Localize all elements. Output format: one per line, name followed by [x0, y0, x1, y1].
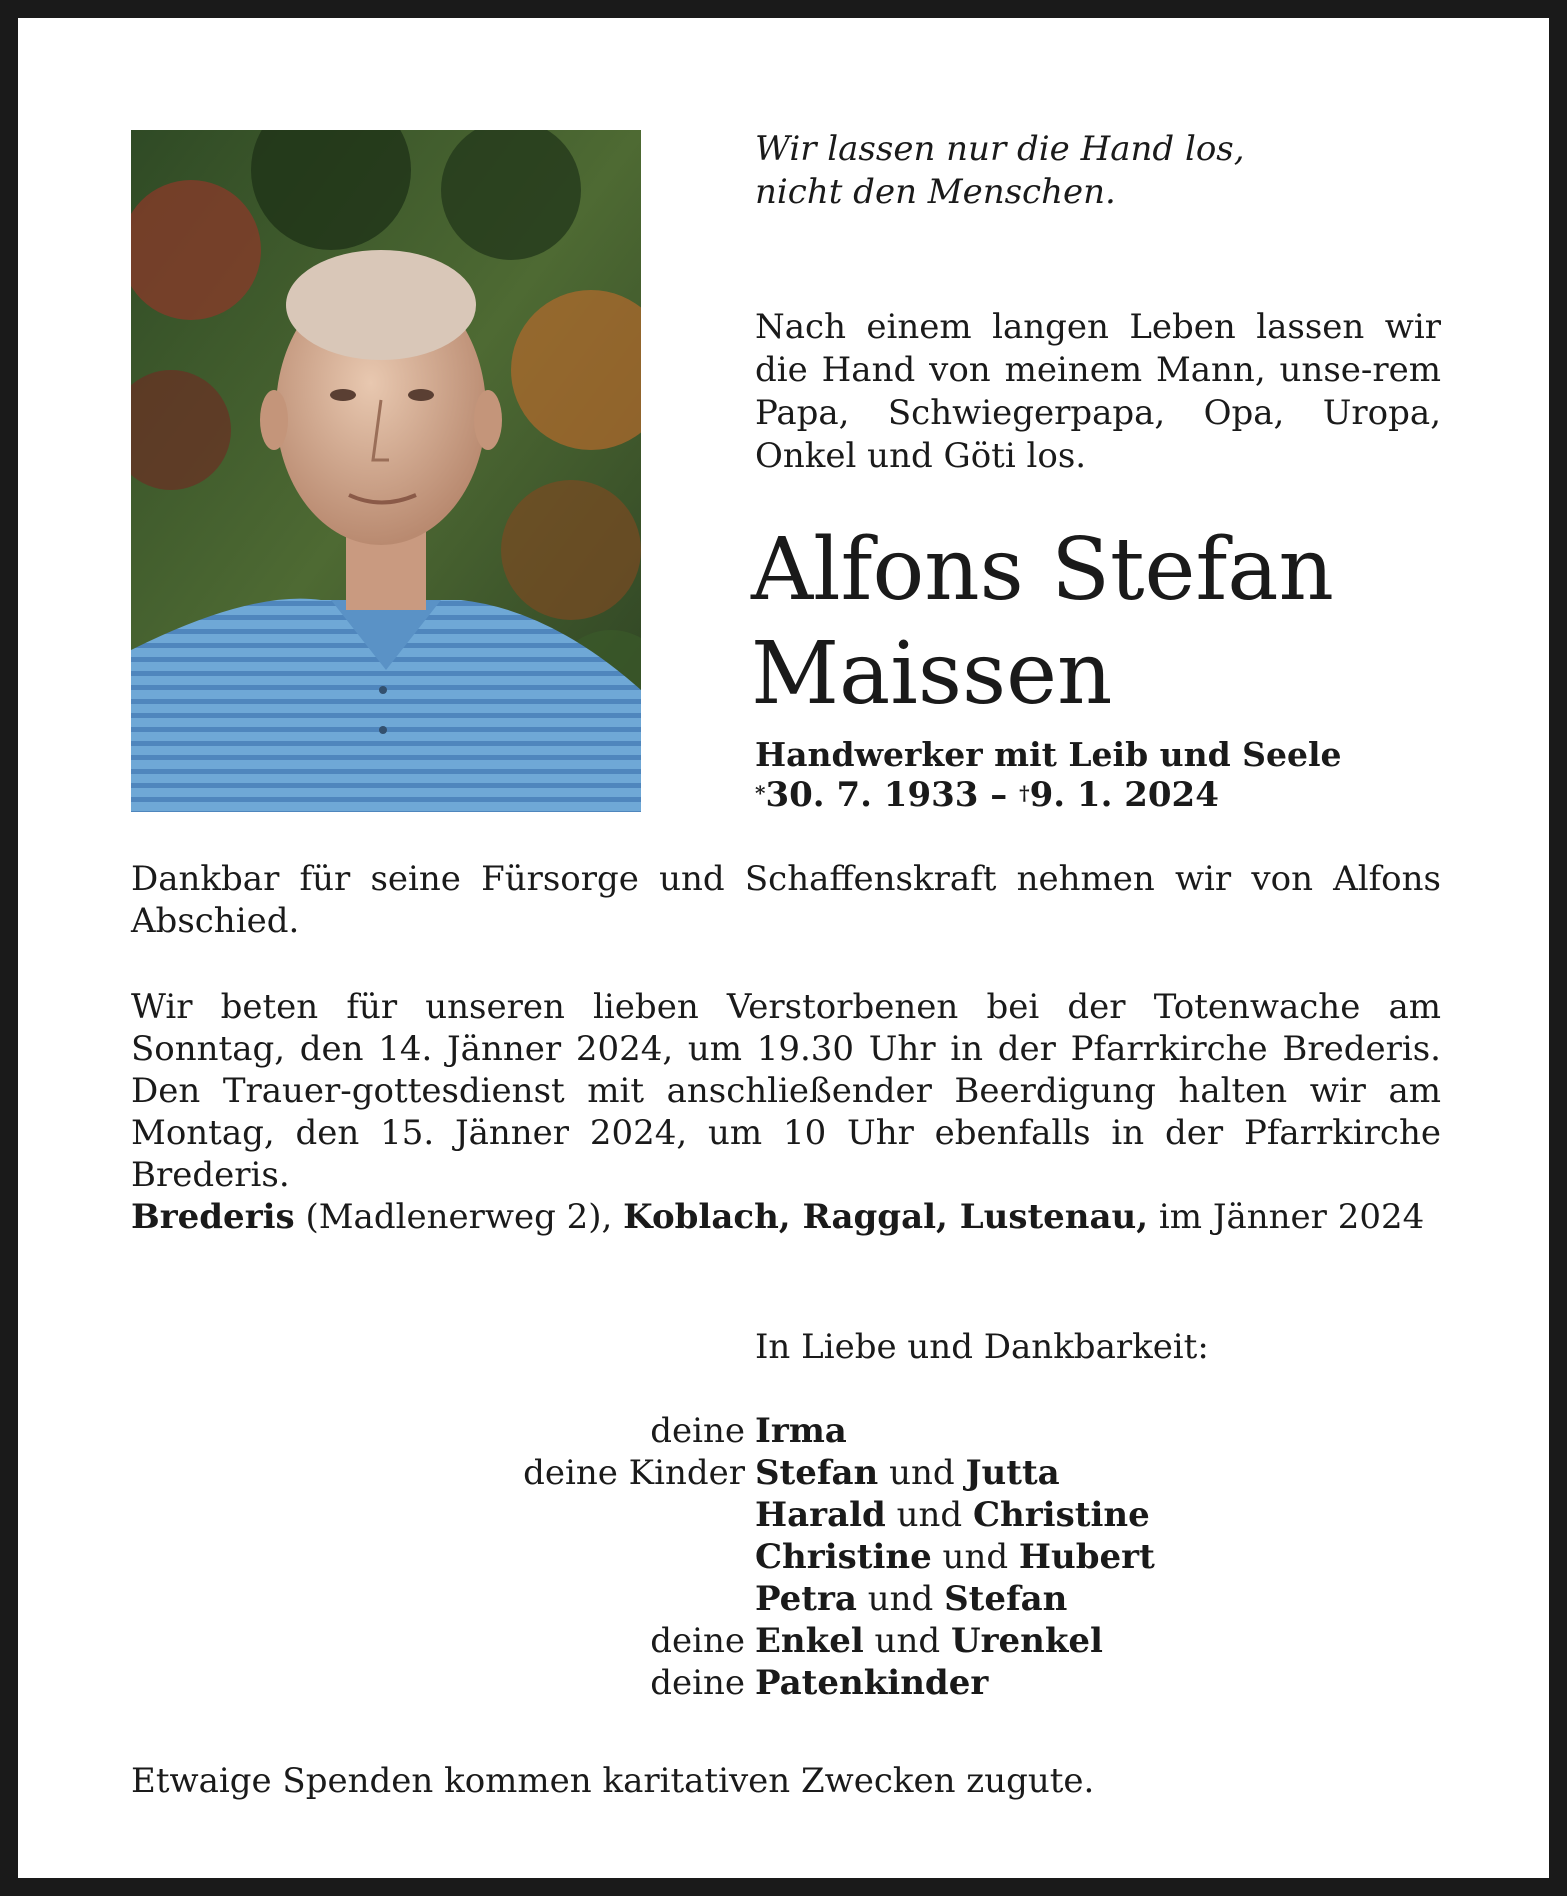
family-row-0 — [755, 1410, 1455, 1452]
family-member: Urenkel — [950, 1621, 1103, 1661]
place-address: (Madlenerweg 2), — [294, 1197, 624, 1237]
birth-date: 30. 7. 1933 — [765, 775, 979, 815]
obituary-page — [18, 18, 1549, 1878]
family-row-2 — [755, 1494, 1455, 1536]
family-conjunction: und — [878, 1453, 966, 1493]
places-others: Koblach, Raggal, Lustenau, — [623, 1197, 1149, 1237]
places-line — [131, 1196, 1461, 1238]
portrait-photo — [131, 130, 641, 812]
portrait-icon — [131, 130, 641, 812]
subtitle: Handwerker mit Leib und Seele — [755, 735, 1342, 774]
family-member: Stefan — [944, 1579, 1068, 1619]
family-row-4 — [755, 1578, 1455, 1620]
family-member: Enkel — [755, 1621, 864, 1661]
deceased-name — [751, 518, 1531, 726]
death-symbol: † — [1019, 781, 1030, 805]
life-dates — [755, 775, 1515, 820]
family-conjunction: und — [856, 1579, 945, 1619]
family-member: Patenkinder — [755, 1663, 989, 1703]
deceased-name-first: Alfons Stefan — [751, 520, 1334, 620]
death-date: 9. 1. 2024 — [1029, 775, 1219, 815]
family-row-3 — [755, 1536, 1455, 1578]
family-member: Hubert — [1018, 1537, 1155, 1577]
quote — [755, 128, 1495, 214]
family-heading: In Liebe und Dankbarkeit: — [755, 1327, 1209, 1367]
family-conjunction: und — [863, 1621, 951, 1661]
family-member: Christine — [972, 1495, 1150, 1535]
place-brederis: Brederis — [131, 1197, 295, 1237]
family-label-5: deine — [650, 1621, 745, 1661]
family-member: Irma — [755, 1411, 847, 1451]
thanks-paragraph: Dankbar für seine Fürsorge und Schaffenskraft nehmen wir von Alfons Abschied. — [131, 859, 1441, 941]
quote-line-2: nicht den Menschen. — [755, 172, 1116, 212]
quote-line-1: Wir lassen nur die Hand los, — [755, 129, 1245, 169]
family-member: Petra — [755, 1579, 857, 1619]
birth-symbol: * — [755, 781, 766, 805]
family-row-5 — [755, 1620, 1455, 1662]
place-date: im Jänner 2024 — [1148, 1197, 1425, 1237]
services-paragraph: Wir beten für unseren lieben Verstorbenen bei der Totenwache am Sonntag, den 14. Jänner 2024, um 19.30 Uhr in der Pfarrkirche Brederis. Den Trauer-gottesdienst mit anschließender Beerdigung halten wir am Montag, den 15. Jänner 2024, um 10 Uhr ebenfalls in der Pfarrkirche Brederis. — [131, 987, 1441, 1195]
donation-note: Etwaige Spenden kommen karitativen Zwecken zugute. — [131, 1761, 1095, 1801]
family-label-0: deine — [650, 1411, 745, 1451]
family-row-6 — [755, 1662, 1455, 1704]
family-member: Christine — [755, 1537, 932, 1577]
family-label-6: deine — [650, 1663, 745, 1703]
family-conjunction: und — [885, 1495, 973, 1535]
family-member: Stefan — [755, 1453, 879, 1493]
family-conjunction: und — [931, 1537, 1019, 1577]
family-member: Harald — [755, 1495, 886, 1535]
family-label-1: deine Kinder — [523, 1453, 745, 1493]
date-dash: – — [978, 775, 1020, 815]
family-member: Jutta — [965, 1453, 1060, 1493]
family-row-1 — [755, 1452, 1455, 1494]
deceased-name-last: Maissen — [751, 624, 1113, 724]
intro-text: Nach einem langen Leben lassen wir die Hand von meinem Mann, unse-rem Papa, Schwiegerpapa, Opa, Uropa, Onkel und Göti los. — [755, 307, 1441, 476]
